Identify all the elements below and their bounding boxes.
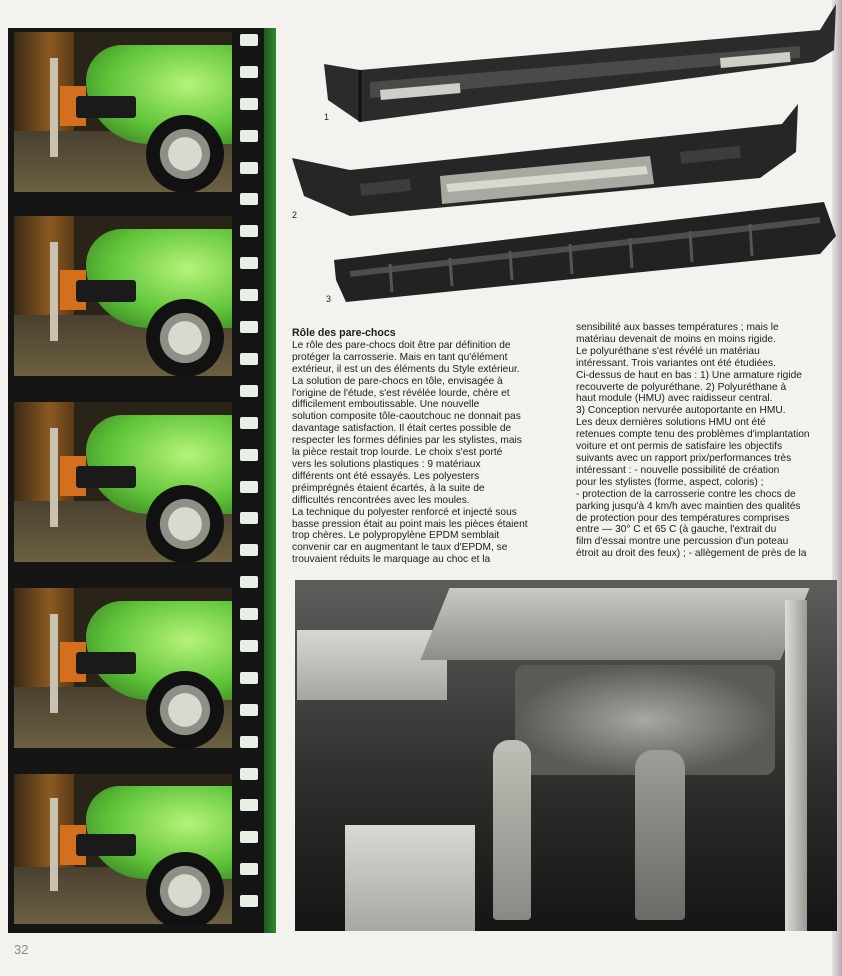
film-frame — [14, 32, 232, 192]
article-text — [292, 322, 828, 578]
article-line: La solution de pare-chocs en tôle, envisagée à — [292, 375, 503, 387]
film-frame — [14, 588, 232, 748]
sprocket-hole — [240, 736, 258, 748]
article-line: La technique du polyester renforcé et injecté sous — [292, 506, 517, 518]
sprocket-hole — [240, 98, 258, 110]
sprocket-hole — [240, 640, 258, 652]
sprocket-hole — [240, 289, 258, 301]
article-line: la pièce restait trop lourde. Le choix s'est porté — [292, 447, 503, 459]
article-line: suivants avec un rapport prix/performances très — [576, 452, 792, 464]
sprocket-hole — [240, 512, 258, 524]
sprocket-hole — [240, 130, 258, 142]
article-line: préimprégnés étaient écartés, à la suite de — [292, 482, 485, 494]
bumper-photo-3 — [330, 196, 838, 306]
sprocket-hole — [240, 831, 258, 843]
article-line: difficilement emboutissable. Une nouvelle — [292, 399, 480, 411]
article-line: convenir car en augmentant le taux d'EPDM, se — [292, 542, 508, 554]
film-sprocket-holes — [236, 28, 262, 933]
article-line: matériau devenait de moins en moins rigide. — [576, 333, 776, 345]
article-line: extérieur, il est un des éléments du Style extérieur. — [292, 363, 520, 375]
article-line: Le rôle des pare-chocs doit être par définition de — [292, 339, 511, 351]
page-number: 32 — [14, 942, 29, 957]
sprocket-hole — [240, 193, 258, 205]
article-column-left — [292, 328, 554, 566]
sprocket-hole — [240, 385, 258, 397]
sprocket-hole — [240, 66, 258, 78]
article-line: protéger la carrosserie. Mais en tant qu'élément — [292, 351, 508, 363]
article-line: solution composite tôle-caoutchouc ne donnait pas — [292, 411, 521, 423]
article-line: davantage satisfaction. Il était certes possible de — [292, 423, 512, 435]
sprocket-hole — [240, 449, 258, 461]
article-line: Les deux dernières solutions HMU ont été — [576, 417, 766, 429]
article-line: trouvaient réduits le marquage au choc et la — [292, 554, 491, 566]
article-line: intéressant : - nouvelle possibilité de création — [576, 464, 780, 476]
article-line: l'origine de l'étude, s'est révélée lourde, chère et — [292, 387, 510, 399]
sprocket-hole — [240, 672, 258, 684]
article-line: 3) Conception nervurée autoportante en HMU. — [576, 405, 786, 417]
bumper-label-2: 2 — [292, 210, 298, 220]
sprocket-hole — [240, 417, 258, 429]
article-line: basse pression était au point mais les pièces étaient — [292, 518, 528, 530]
article-line: entre — 30° C et 65 C (à gauche, l'extrait du — [576, 524, 777, 536]
article-line: recouverte de polyuréthane. 2) Polyuréthane à — [576, 381, 787, 393]
article-line: Ci-dessus de haut en bas : 1) Une armature rigide — [576, 369, 802, 381]
article-line: Le polyuréthane s'est révélé un matériau — [576, 345, 760, 357]
article-line: pour les stylistes (forme, aspect, coloris) ; — [576, 476, 764, 488]
film-edge — [264, 28, 276, 933]
sprocket-hole — [240, 608, 258, 620]
sprocket-hole — [240, 353, 258, 365]
film-frame — [14, 216, 232, 376]
article-line: - protection de la carrosserie contre les chocs de — [576, 488, 796, 500]
sprocket-hole — [240, 225, 258, 237]
article-line: intéressant. Trois variantes ont été étudiées. — [576, 357, 776, 369]
crash-test-film-strip — [8, 28, 276, 933]
sprocket-hole — [240, 34, 258, 46]
article-line: différents ont été essayés. Les polyesters — [292, 470, 480, 482]
bumper-label-3: 3 — [326, 294, 332, 304]
bumper-label-1: 1 — [324, 112, 330, 122]
article-line: sensibilité aux basses températures ; mais le — [576, 322, 779, 333]
article-column-right — [576, 322, 838, 560]
article-line: étroit au droit des feux) ; - allègement de près de la — [576, 548, 807, 560]
sprocket-hole — [240, 863, 258, 875]
article-line: voiture et ont permis de satisfaire les objectifs — [576, 441, 783, 453]
article-line: difficultés rencontrées avec les moules. — [292, 494, 470, 506]
factory-photo — [295, 580, 837, 931]
sprocket-hole — [240, 321, 258, 333]
film-frame — [14, 774, 232, 924]
sprocket-hole — [240, 768, 258, 780]
article-line: parking jusqu'à 4 km/h avec maintien des qualités — [576, 500, 801, 512]
sprocket-hole — [240, 544, 258, 556]
article-line: respecter les formes définies par les stylistes, mais — [292, 435, 522, 447]
article-line: retenues compte tenu des problèmes d'implantation — [576, 429, 810, 441]
sprocket-hole — [240, 895, 258, 907]
sprocket-hole — [240, 481, 258, 493]
sprocket-hole — [240, 162, 258, 174]
article-line: vers les solutions plastiques : 9 matériaux — [292, 458, 481, 470]
film-frame — [14, 402, 232, 562]
article-line: film d'essai montre une percussion d'un poteau — [576, 536, 789, 548]
article-line: trop chères. Le polypropylène EPDM semblait — [292, 530, 500, 542]
article-line: haut module (HMU) avec raidisseur central. — [576, 393, 773, 405]
article-heading: Rôle des pare-chocs — [292, 327, 396, 339]
article-line: de protection pour des températures comprises — [576, 512, 790, 524]
sprocket-hole — [240, 704, 258, 716]
sprocket-hole — [240, 799, 258, 811]
sprocket-hole — [240, 576, 258, 588]
sprocket-hole — [240, 257, 258, 269]
